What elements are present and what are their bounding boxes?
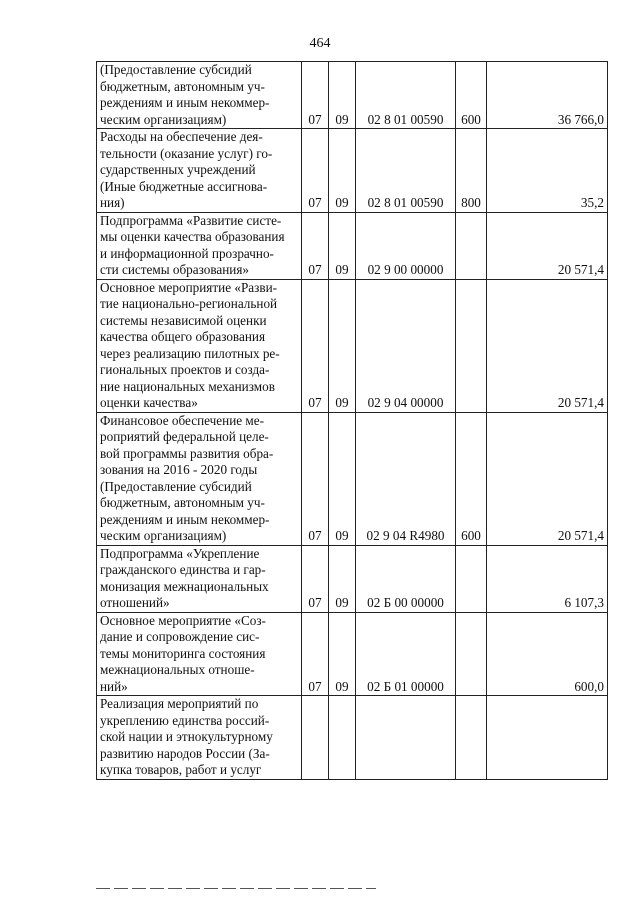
amount-text: 6 107,3 bbox=[564, 595, 604, 610]
subsection-code-text: 09 bbox=[335, 678, 349, 694]
subsection-code-cell bbox=[329, 212, 356, 279]
table-row bbox=[97, 129, 608, 213]
expense-type-cell bbox=[456, 212, 487, 279]
expense-name-cell bbox=[97, 129, 302, 213]
subsection-code-cell bbox=[329, 62, 356, 129]
bottom-scan-rule bbox=[96, 888, 376, 889]
subsection-code-text: 09 bbox=[335, 262, 349, 277]
target-article-text: 02 8 01 00590 bbox=[367, 111, 444, 127]
target-article-text: 02 Б 00 00000 bbox=[367, 595, 444, 610]
target-article-cell bbox=[356, 696, 456, 780]
budget-table bbox=[96, 61, 608, 780]
amount-cell bbox=[487, 545, 608, 612]
table-row bbox=[97, 545, 608, 612]
amount-cell bbox=[487, 612, 608, 696]
section-code-cell bbox=[302, 212, 329, 279]
expense-type-text: 600 bbox=[461, 111, 481, 127]
section-code-text: 07 bbox=[308, 395, 322, 410]
section-code-cell bbox=[302, 612, 329, 696]
expense-name-text: Финансовое обеспечение ме- роприятий федеральной целе- вой программы развития обра- зования на 2016 - 2020 годы (Предоставление субсидий бюджетным, автономным уч- реждениям и иным некоммер- ческим организациям) bbox=[100, 412, 274, 543]
amount-text: 20 571,4 bbox=[557, 262, 604, 277]
target-article-cell bbox=[356, 62, 456, 129]
subsection-code-text: 09 bbox=[335, 595, 349, 610]
table-row bbox=[97, 412, 608, 545]
amount-cell bbox=[487, 696, 608, 780]
target-article-text: 02 9 00 00000 bbox=[367, 262, 444, 277]
expense-name-cell bbox=[97, 212, 302, 279]
target-article-text: 02 Б 01 00000 bbox=[367, 678, 444, 694]
expense-name-text: Расходы на обеспечение дея- тельности (оказание услуг) го- сударственных учреждений (Иные бюджетные ассигнова- ния) bbox=[100, 129, 273, 210]
table-row bbox=[97, 62, 608, 129]
target-article-cell bbox=[356, 412, 456, 545]
section-code-text: 07 bbox=[308, 595, 322, 610]
subsection-code-text: 09 bbox=[335, 111, 349, 127]
expense-name-cell bbox=[97, 412, 302, 545]
amount-cell bbox=[487, 129, 608, 213]
expense-name-text: Подпрограмма «Укрепление гражданского единства и гар- монизация межнациональных отношений» bbox=[100, 545, 269, 610]
subsection-code-text: 09 bbox=[335, 395, 349, 410]
subsection-code-cell bbox=[329, 279, 356, 412]
expense-type-cell bbox=[456, 279, 487, 412]
expense-type-cell bbox=[456, 545, 487, 612]
target-article-cell bbox=[356, 612, 456, 696]
amount-cell bbox=[487, 62, 608, 129]
subsection-code-cell bbox=[329, 412, 356, 545]
table-row bbox=[97, 212, 608, 279]
amount-text: 20 571,4 bbox=[557, 395, 604, 410]
section-code-cell bbox=[302, 279, 329, 412]
section-code-text: 07 bbox=[308, 111, 322, 127]
expense-name-text: Реализация мероприятий по укреплению единства россий- ской нации и этнокультурному развитию народов России (За- купка товаров, работ и услуг bbox=[100, 696, 273, 777]
table-row bbox=[97, 612, 608, 696]
section-code-cell bbox=[302, 696, 329, 780]
expense-name-cell bbox=[97, 279, 302, 412]
section-code-cell bbox=[302, 545, 329, 612]
subsection-code-cell bbox=[329, 612, 356, 696]
amount-text: 20 571,4 bbox=[557, 528, 604, 543]
expense-type-cell bbox=[456, 412, 487, 545]
section-code-text: 07 bbox=[308, 528, 322, 543]
expense-type-text: 600 bbox=[461, 528, 481, 543]
expense-type-text: 800 bbox=[461, 195, 481, 210]
subsection-code-cell bbox=[329, 696, 356, 780]
expense-name-text: (Предоставление субсидий бюджетным, автономным уч- реждениям и иным некоммер- ческим организациям) bbox=[100, 62, 270, 127]
expense-name-cell bbox=[97, 612, 302, 696]
expense-name-text: Основное мероприятие «Соз- дание и сопровождение сис- темы мониторинга состояния межнациональных отноше- ний» bbox=[100, 612, 266, 694]
expense-name-text: Основное мероприятие «Разви- тие национально-региональной системы независимой оценки качества общего образования через реализацию пилотных ре- гиональных проектов и созда- ние национальных механизмов оценки качества» bbox=[100, 279, 280, 410]
expense-type-cell bbox=[456, 696, 487, 780]
page-number: 464 bbox=[309, 36, 331, 51]
amount-cell bbox=[487, 279, 608, 412]
target-article-text: 02 8 01 00590 bbox=[367, 195, 444, 210]
section-code-text: 07 bbox=[308, 262, 322, 277]
expense-name-cell bbox=[97, 62, 302, 129]
subsection-code-text: 09 bbox=[335, 195, 349, 210]
amount-text: 600,0 bbox=[574, 678, 604, 694]
target-article-text: 02 9 04 00000 bbox=[367, 395, 444, 410]
target-article-cell bbox=[356, 212, 456, 279]
section-code-cell bbox=[302, 62, 329, 129]
subsection-code-text: 09 bbox=[335, 528, 349, 543]
subsection-code-cell bbox=[329, 129, 356, 213]
subsection-code-cell bbox=[329, 545, 356, 612]
expense-type-cell bbox=[456, 612, 487, 696]
amount-text: 36 766,0 bbox=[557, 111, 604, 127]
section-code-text: 07 bbox=[308, 678, 322, 694]
target-article-text: 02 9 04 R4980 bbox=[366, 528, 445, 543]
table-row bbox=[97, 696, 608, 780]
expense-name-cell bbox=[97, 696, 302, 780]
expense-type-cell bbox=[456, 62, 487, 129]
amount-cell bbox=[487, 412, 608, 545]
table-row bbox=[97, 279, 608, 412]
target-article-cell bbox=[356, 129, 456, 213]
budget-table-body bbox=[97, 62, 608, 780]
target-article-cell bbox=[356, 279, 456, 412]
expense-name-text: Подпрограмма «Развитие систе- мы оценки качества образования и информационной прозрачно- сти системы образования» bbox=[100, 212, 285, 277]
amount-text: 35,2 bbox=[580, 195, 604, 210]
section-code-text: 07 bbox=[308, 195, 322, 210]
amount-cell bbox=[487, 212, 608, 279]
section-code-cell bbox=[302, 129, 329, 213]
expense-type-cell bbox=[456, 129, 487, 213]
expense-name-cell bbox=[97, 545, 302, 612]
target-article-cell bbox=[356, 545, 456, 612]
section-code-cell bbox=[302, 412, 329, 545]
